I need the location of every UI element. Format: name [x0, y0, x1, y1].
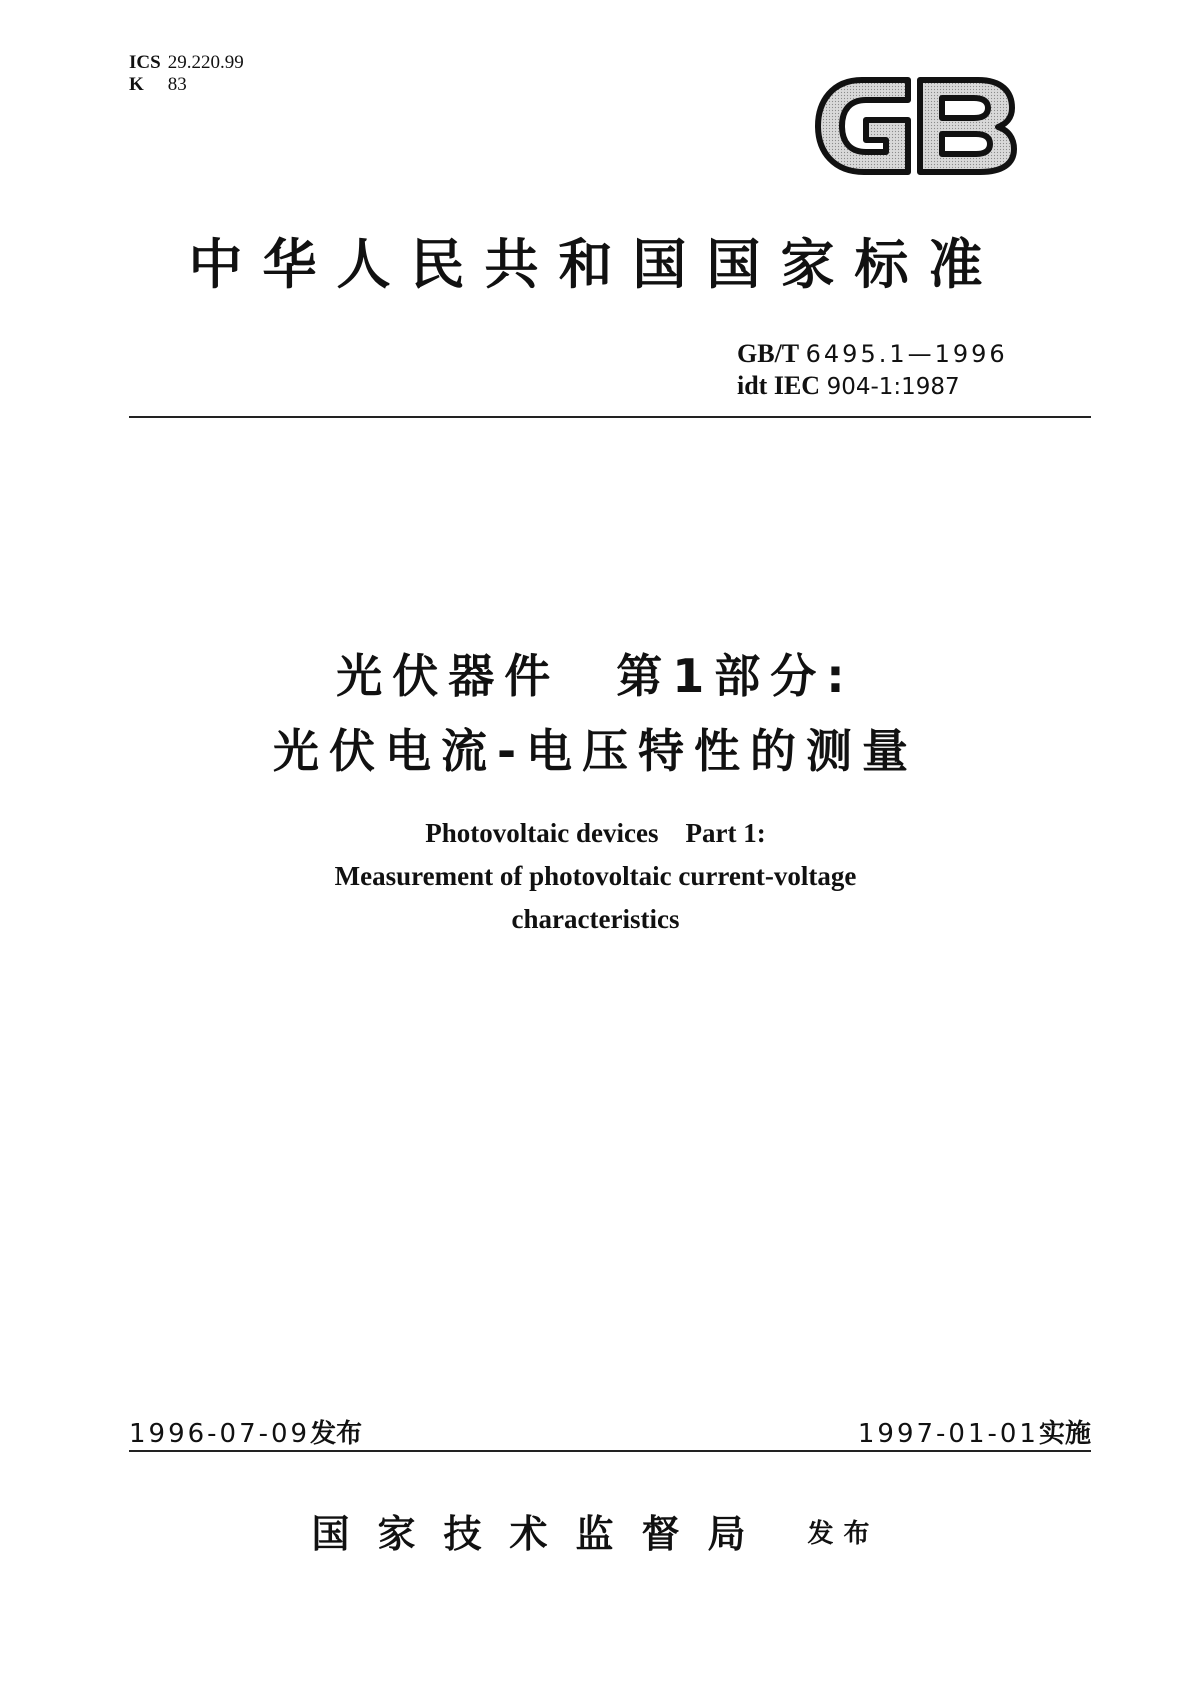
- issuer-action: 发布: [807, 1519, 880, 1549]
- idt-prefix: idt IEC: [737, 371, 821, 400]
- implement-date-label: 实施: [1038, 1419, 1091, 1449]
- k-code-line: [129, 74, 244, 96]
- issuer-line: [0, 1503, 1191, 1558]
- standard-number: 6495.1—1996: [805, 340, 1008, 368]
- title-cn-line1: 光伏器件 第1部分:: [336, 649, 855, 703]
- header-divider: [129, 416, 1091, 418]
- issue-date-label: 发布: [310, 1419, 363, 1449]
- k-value: 83: [167, 74, 187, 95]
- title-en-line2: Measurement of photovoltaic current-voltage: [334, 861, 857, 891]
- ics-label: ICS: [129, 52, 161, 73]
- ics-code-line: [129, 52, 244, 74]
- implement-date-value: 1997-01-01: [857, 1419, 1039, 1449]
- title-en-line1: Photovoltaic devices Part 1:: [425, 818, 766, 848]
- title-cn-line2: 光伏电流-电压特性的测量: [272, 724, 919, 778]
- classification-codes: [129, 52, 244, 96]
- idt-line: [737, 370, 1067, 403]
- standard-number-line: [737, 338, 1067, 370]
- gb-logo: [810, 70, 1020, 182]
- issue-date: [129, 1413, 362, 1450]
- standard-type-heading: 中华人民共和国国家标准: [188, 232, 1003, 296]
- ics-value: 29.220.99: [167, 52, 244, 73]
- issuer-org: 国家技术监督局: [311, 1511, 774, 1556]
- implement-date: [858, 1413, 1091, 1450]
- title-en-line3: characteristics: [511, 904, 680, 934]
- issue-date-value: 1996-07-09: [129, 1419, 311, 1449]
- standard-prefix: GB/T: [737, 339, 800, 368]
- footer-divider: [129, 1450, 1091, 1452]
- k-label: K: [129, 74, 144, 95]
- idt-number: 904-1:1987: [826, 374, 960, 400]
- standard-number-block: [737, 338, 1067, 403]
